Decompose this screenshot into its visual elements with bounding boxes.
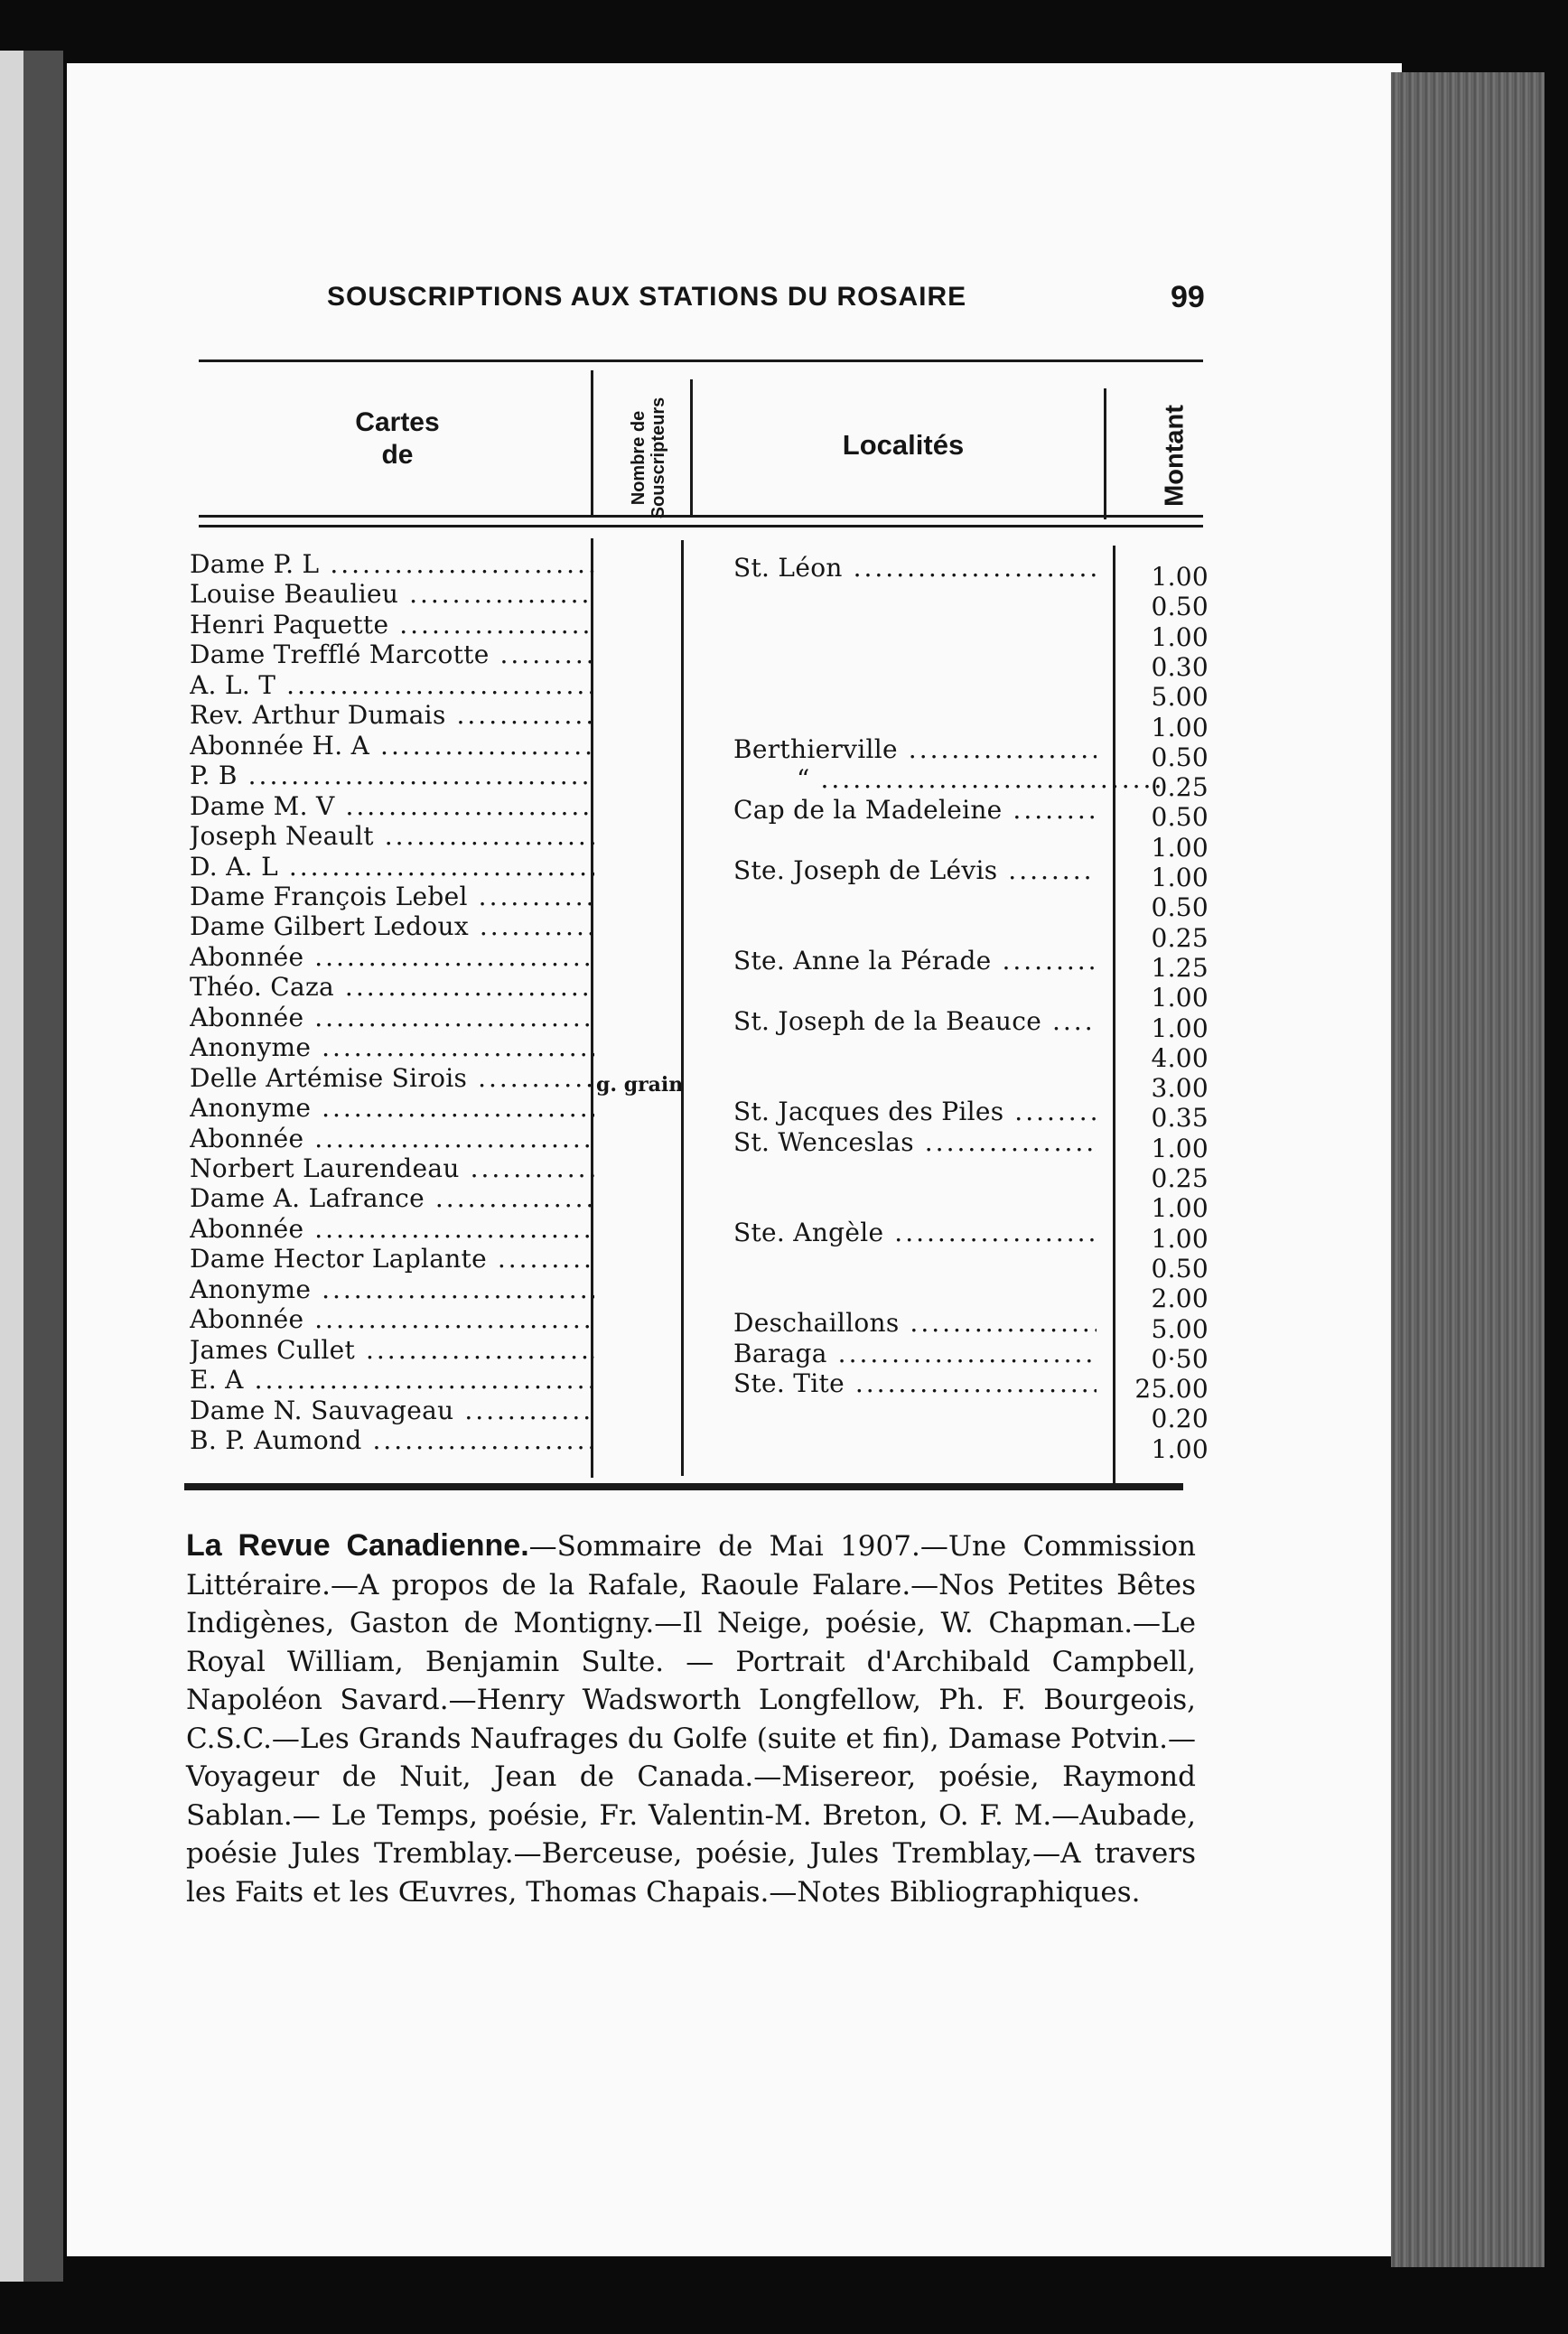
subscriber-name: B. P. Aumond ..... <box>190 1425 594 1455</box>
subscriber-name: E. A ..... <box>190 1365 594 1395</box>
subscriber-name: Rev. Arthur Dumais ..... <box>190 700 594 730</box>
montant-value: 0·50 <box>1151 1343 1209 1374</box>
subscriber-name: Dame Hector Laplante ..... <box>190 1244 594 1274</box>
montant-value: 0.50 <box>1151 592 1209 622</box>
subscriber-name: Abonnée ..... <box>190 1003 594 1032</box>
montant-value: 1.00 <box>1151 621 1209 652</box>
montant-value: 0.50 <box>1151 742 1209 772</box>
header-divider-2 <box>690 379 693 515</box>
localite: St. Wenceslas ..... <box>733 1127 1097 1157</box>
montant-value: 1.00 <box>1151 1133 1209 1163</box>
localite: Baraga ..... <box>733 1339 1097 1368</box>
subscriber-name: Dame P. L ..... <box>190 549 594 579</box>
page-number: 99 <box>1171 280 1205 314</box>
subscriber-name: Abonnée ..... <box>190 1214 594 1244</box>
subscriber-name: Abonnée ..... <box>190 1124 594 1153</box>
montant-value: 1.00 <box>1151 1193 1209 1224</box>
book-fore-edge <box>1391 72 1545 2267</box>
review-paragraph <box>186 1526 1196 1911</box>
montant-value: 0.50 <box>1151 892 1209 923</box>
subscriber-name: Dame N. Sauvageau ..... <box>190 1396 594 1425</box>
nombre-note: g. grain <box>596 1073 684 1097</box>
montant-value: 0.25 <box>1151 772 1209 803</box>
montant-value: 0.25 <box>1151 1163 1209 1193</box>
subscriber-name: Louise Beaulieu ..... <box>190 579 594 609</box>
localite: Ste. Anne la Pérade ..... <box>733 946 1097 976</box>
montant-value: 0.50 <box>1151 1253 1209 1284</box>
subscriber-name: A. L. T ..... <box>190 670 594 700</box>
localite: Deschaillons ..... <box>733 1308 1097 1338</box>
montant-value: 1.25 <box>1151 952 1209 983</box>
montant-value: 0.35 <box>1151 1103 1209 1134</box>
montant-value: 0.20 <box>1151 1404 1209 1434</box>
localite: St. Léon ..... <box>733 553 1097 583</box>
subscriber-name: Anonyme ..... <box>190 1274 594 1304</box>
subscriber-name: Dame François Lebel ..... <box>190 882 594 911</box>
montant-value: 3.00 <box>1151 1073 1209 1104</box>
subscriber-name: Dame Trefflé Marcotte ..... <box>190 640 594 669</box>
localite: Ste. Tite ..... <box>733 1368 1097 1398</box>
column-header-nombre: Nombre de Souscripteurs <box>629 397 668 519</box>
montant-value: 1.00 <box>1151 1433 1209 1464</box>
localite: St. Jacques des Piles ..... <box>733 1097 1097 1126</box>
column-header-cartes: Cartes de <box>355 407 440 470</box>
subscriber-name: Anonyme ..... <box>190 1032 594 1062</box>
subscriber-name: Abonnée ..... <box>190 942 594 972</box>
subscriber-name: Dame Gilbert Ledoux ..... <box>190 911 594 941</box>
localite: Ste. Joseph de Lévis ..... <box>733 855 1097 885</box>
column-header-localites: Localités <box>842 429 965 461</box>
subscriber-name: Dame A. Lafrance ..... <box>190 1183 594 1213</box>
montant-value: 0.30 <box>1151 651 1209 682</box>
running-title: SOUSCRIPTIONS AUX STATIONS DU ROSAIRE <box>327 282 967 312</box>
table-top-rule <box>199 359 1203 362</box>
header-divider-1 <box>591 370 593 515</box>
subscriber-name: P. B ..... <box>190 761 594 790</box>
body-divider-3 <box>1113 546 1115 1485</box>
montant-value: 25.00 <box>1134 1374 1209 1405</box>
montant-value: 5.00 <box>1151 1313 1209 1344</box>
header-bottom-rule-2 <box>199 525 1203 527</box>
scan-left-edge <box>0 51 63 2282</box>
subscriber-name: Dame M. V ..... <box>190 791 594 821</box>
subscriber-name: Delle Artémise Sirois ..... <box>190 1063 594 1093</box>
subscriber-name: Anonyme ..... <box>190 1093 594 1123</box>
review-title: La Revue Canadienne. <box>186 1528 529 1563</box>
montant-value: 5.00 <box>1151 682 1209 713</box>
localite: St. Joseph de la Beauce ..... <box>733 1006 1097 1036</box>
subscriber-name: Norbert Laurendeau ..... <box>190 1153 594 1183</box>
montant-value: 1.00 <box>1151 832 1209 863</box>
column-header-montant: Montant <box>1160 405 1190 507</box>
body-divider-2 <box>681 540 684 1476</box>
header-bottom-rule-1 <box>199 515 1203 518</box>
subscriber-name: Théo. Caza ..... <box>190 972 594 1002</box>
montant-value: 2.00 <box>1151 1284 1209 1314</box>
montant-value: 1.00 <box>1151 863 1209 892</box>
header-divider-3 <box>1104 388 1106 519</box>
montant-value: 0.50 <box>1151 802 1209 833</box>
montant-value: 1.00 <box>1151 562 1209 592</box>
montant-value: 0.25 <box>1151 922 1209 953</box>
localite: Berthierville ..... <box>733 734 1097 764</box>
subscriber-name: Abonnée ..... <box>190 1304 594 1334</box>
table-bottom-rule <box>184 1483 1183 1490</box>
localite: Ste. Angèle ..... <box>733 1218 1097 1247</box>
subscriber-name: Abonnée H. A ..... <box>190 731 594 761</box>
subscriber-name: D. A. L ..... <box>190 852 594 882</box>
montant-value: 1.00 <box>1151 1013 1209 1043</box>
localite: Cap de la Madeleine ..... <box>733 795 1097 825</box>
subscriber-name: Joseph Neault ..... <box>190 821 594 851</box>
localite: “ ..... <box>733 764 1160 794</box>
montant-value: 1.00 <box>1151 712 1209 742</box>
subscriber-name: James Cullet ..... <box>190 1335 594 1365</box>
montant-value: 1.00 <box>1151 983 1209 1013</box>
montant-value: 4.00 <box>1151 1042 1209 1073</box>
subscriber-name: Henri Paquette ..... <box>190 610 594 640</box>
review-contents: —Sommaire de Mai 1907.—Une Commission Littéraire.—A propos de la Rafale, Raoule Falare.—Nos Petites Bêtes Indigènes, Gaston de Montigny.—Il Neige, poésie, W. Chapman.—Le Royal William, Benjamin Sulte. — Portrait d'Archibald Campbell, Napoléon Savard.—Henry Wadsworth Longfellow, Ph. F. Bourgeois, C.S.C.—Les Grands Naufrages du Golfe (suite et fin), Damase Potvin.—Voyageur de Nuit, Jean de Canada.—Misereor, poésie, Raymond Sablan.— Le Temps, poésie, Fr. Valentin-M. Breton, O. F. M.—Aubade, poésie Jules Tremblay.—Berceuse, poésie, Jules Tremblay,—A travers les Faits et les Œuvres, Thomas Chapais.—Notes Bibliographiques. <box>186 1530 1196 1909</box>
montant-value: 1.00 <box>1151 1223 1209 1254</box>
